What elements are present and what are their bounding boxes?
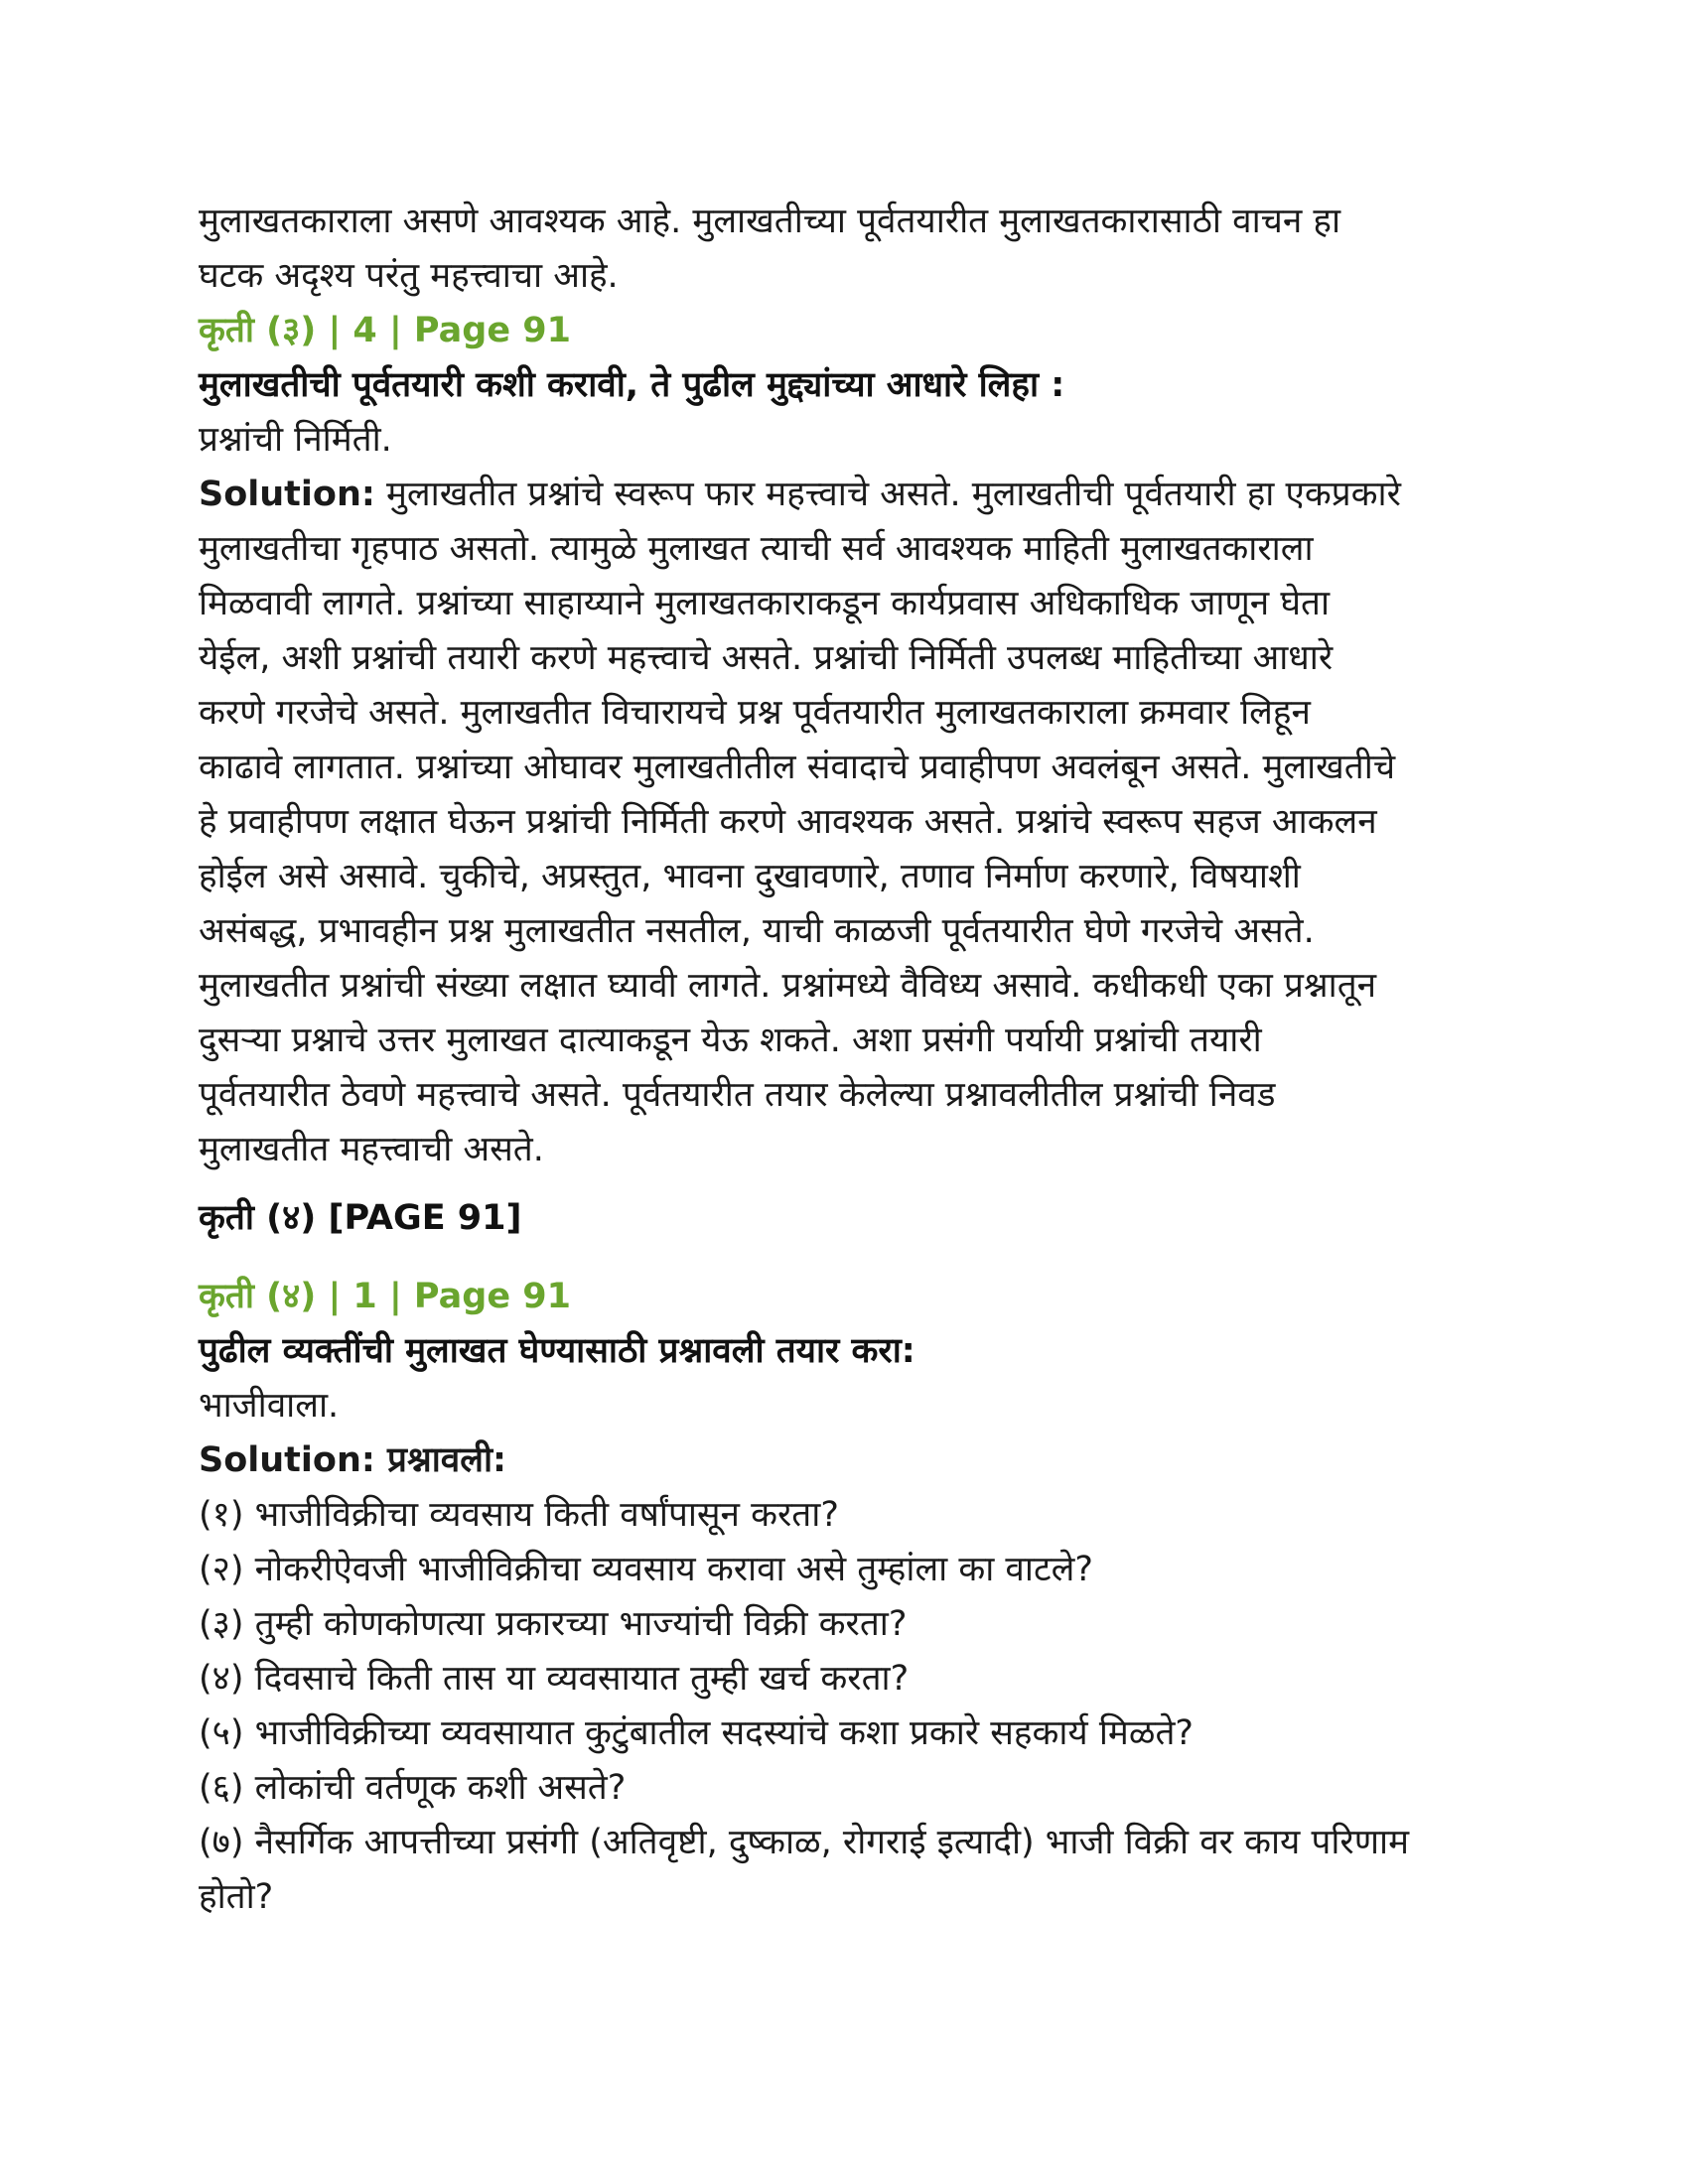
question-block-2 xyxy=(199,1270,1519,1925)
question-2-heading: कृती (४) | 1 | Page 91 xyxy=(199,1277,571,1316)
solution-line: मुलाखतीत महत्त्वाची असते. xyxy=(199,1130,544,1169)
solution-line: मुलाखतीचा गृहपाठ असतो. त्यामुळे मुलाखत त्याची सर्व आवश्यक माहिती मुलाखतकाराला xyxy=(199,529,1314,569)
solution-line: हे प्रवाहीपण लक्षात घेऊन प्रश्नांची निर्मिती करणे आवश्यक असते. प्रश्नांचे स्वरूप सहज आकलन xyxy=(199,802,1377,842)
intro-line: मुलाखतकाराला असणे आवश्यक आहे. मुलाखतीच्या पूर्वतयारीत मुलाखतकारासाठी वाचन हा xyxy=(199,202,1341,241)
intro-line: घटक अदृश्य परंतु महत्त्वाचा आहे. xyxy=(199,256,619,296)
intro-paragraph xyxy=(199,195,1519,304)
solution-text: मुलाखतीत प्रश्नांचे स्वरूप फार महत्त्वाचे असते. मुलाखतीची पूर्वतयारी हा एकप्रकारे xyxy=(374,475,1401,514)
list-item: (५) भाजीविक्रीच्या व्यवसायात कुटुंबातील सदस्यांचे कशा प्रकारे सहकार्य मिळते? xyxy=(199,1713,1194,1753)
solution-line: काढावे लागतात. प्रश्नांच्या ओघावर मुलाखतीतील संवादाचे प्रवाहीपण अवलंबून असते. मुलाखतीचे xyxy=(199,748,1396,787)
list-item: (६) लोकांची वर्तणूक कशी असते? xyxy=(199,1768,627,1808)
question-1-solution xyxy=(199,468,1519,1177)
question-2-solution-label: Solution: प्रश्नावली: xyxy=(199,1440,507,1480)
list-item: होतो? xyxy=(199,1877,274,1917)
solution-line: होईल असे असावे. चुकीचे, अप्रस्तुत, भावना दुखावणारे, तणाव निर्माण करणारे, विषयाशी xyxy=(199,857,1301,896)
solution-line: मुलाखतीत प्रश्नांची संख्या लक्षात घ्यावी लागते. प्रश्नांमध्ये वैविध्य असावे. कधीकधी एका प्रश्नातून xyxy=(199,966,1377,1006)
solution-line: असंबद्ध, प्रभावहीन प्रश्न मुलाखतीत नसतील, याची काळजी पूर्वतयारीत घेणे गरजेचे असते. xyxy=(199,911,1315,951)
question-1-heading: कृती (३) | 4 | Page 91 xyxy=(199,311,571,350)
list-item: (१) भाजीविक्रीचा व्यवसाय किती वर्षांपासून करता? xyxy=(199,1495,839,1535)
questionnaire-list xyxy=(199,1488,1519,1925)
section-title: कृती (४) [PAGE 91] xyxy=(199,1198,522,1238)
solution-line: पूर्वतयारीत ठेवणे महत्त्वाचे असते. पूर्वतयारीत तयार केलेल्या प्रश्नावलीतील प्रश्नांची निवड xyxy=(199,1075,1276,1115)
solution-line: दुसऱ्या प्रश्नाचे उत्तर मुलाखत दात्याकडून येऊ शकते. अशा प्रसंगी पर्यायी प्रश्नांची तयारी xyxy=(199,1021,1262,1060)
solution-label: Solution: xyxy=(199,475,375,514)
solution-line: करणे गरजेचे असते. मुलाखतीत विचारायचे प्रश्न पूर्वतयारीत मुलाखतकाराला क्रमवार लिहून xyxy=(199,693,1311,733)
document-page xyxy=(199,195,1519,1925)
solution-line: येईल, अशी प्रश्नांची तयारी करणे महत्त्वाचे असते. प्रश्नांची निर्मिती उपलब्ध माहितीच्या आधारे xyxy=(199,638,1334,678)
list-item: (४) दिवसाचे किती तास या व्यवसायात तुम्ही खर्च करता? xyxy=(199,1659,910,1699)
solution-first-line xyxy=(199,468,1519,522)
list-item: (३) तुम्ही कोणकोणत्या प्रकारच्या भाज्यांची विक्री करता? xyxy=(199,1604,908,1644)
question-1-topic: प्रश्नांची निर्मिती. xyxy=(199,420,392,460)
solution-line: मिळवावी लागते. प्रश्नांच्या साहाय्याने मुलाखतकाराकडून कार्यप्रवास अधिकाधिक जाणून घेता xyxy=(199,584,1331,623)
list-item: (२) नोकरीऐवजी भाजीविक्रीचा व्यवसाय करावा असे तुम्हांला का वाटले? xyxy=(199,1550,1093,1589)
question-2-text: पुढील व्यक्तींची मुलाखत घेण्यासाठी प्रश्नावली तयार करा: xyxy=(199,1331,915,1371)
question-2-topic: भाजीवाला. xyxy=(199,1386,340,1426)
list-item: (७) नैसर्गिक आपत्तीच्या प्रसंगी (अतिवृष्टी, दुष्काळ, रोगराई इत्यादी) भाजी विक्री वर काय परिणाम xyxy=(199,1823,1410,1862)
question-block-1 xyxy=(199,304,1519,1177)
question-1-text: मुलाखतीची पूर्वतयारी कशी करावी, ते पुढील मुद्द्यांच्या आधारे लिहा : xyxy=(199,365,1065,405)
